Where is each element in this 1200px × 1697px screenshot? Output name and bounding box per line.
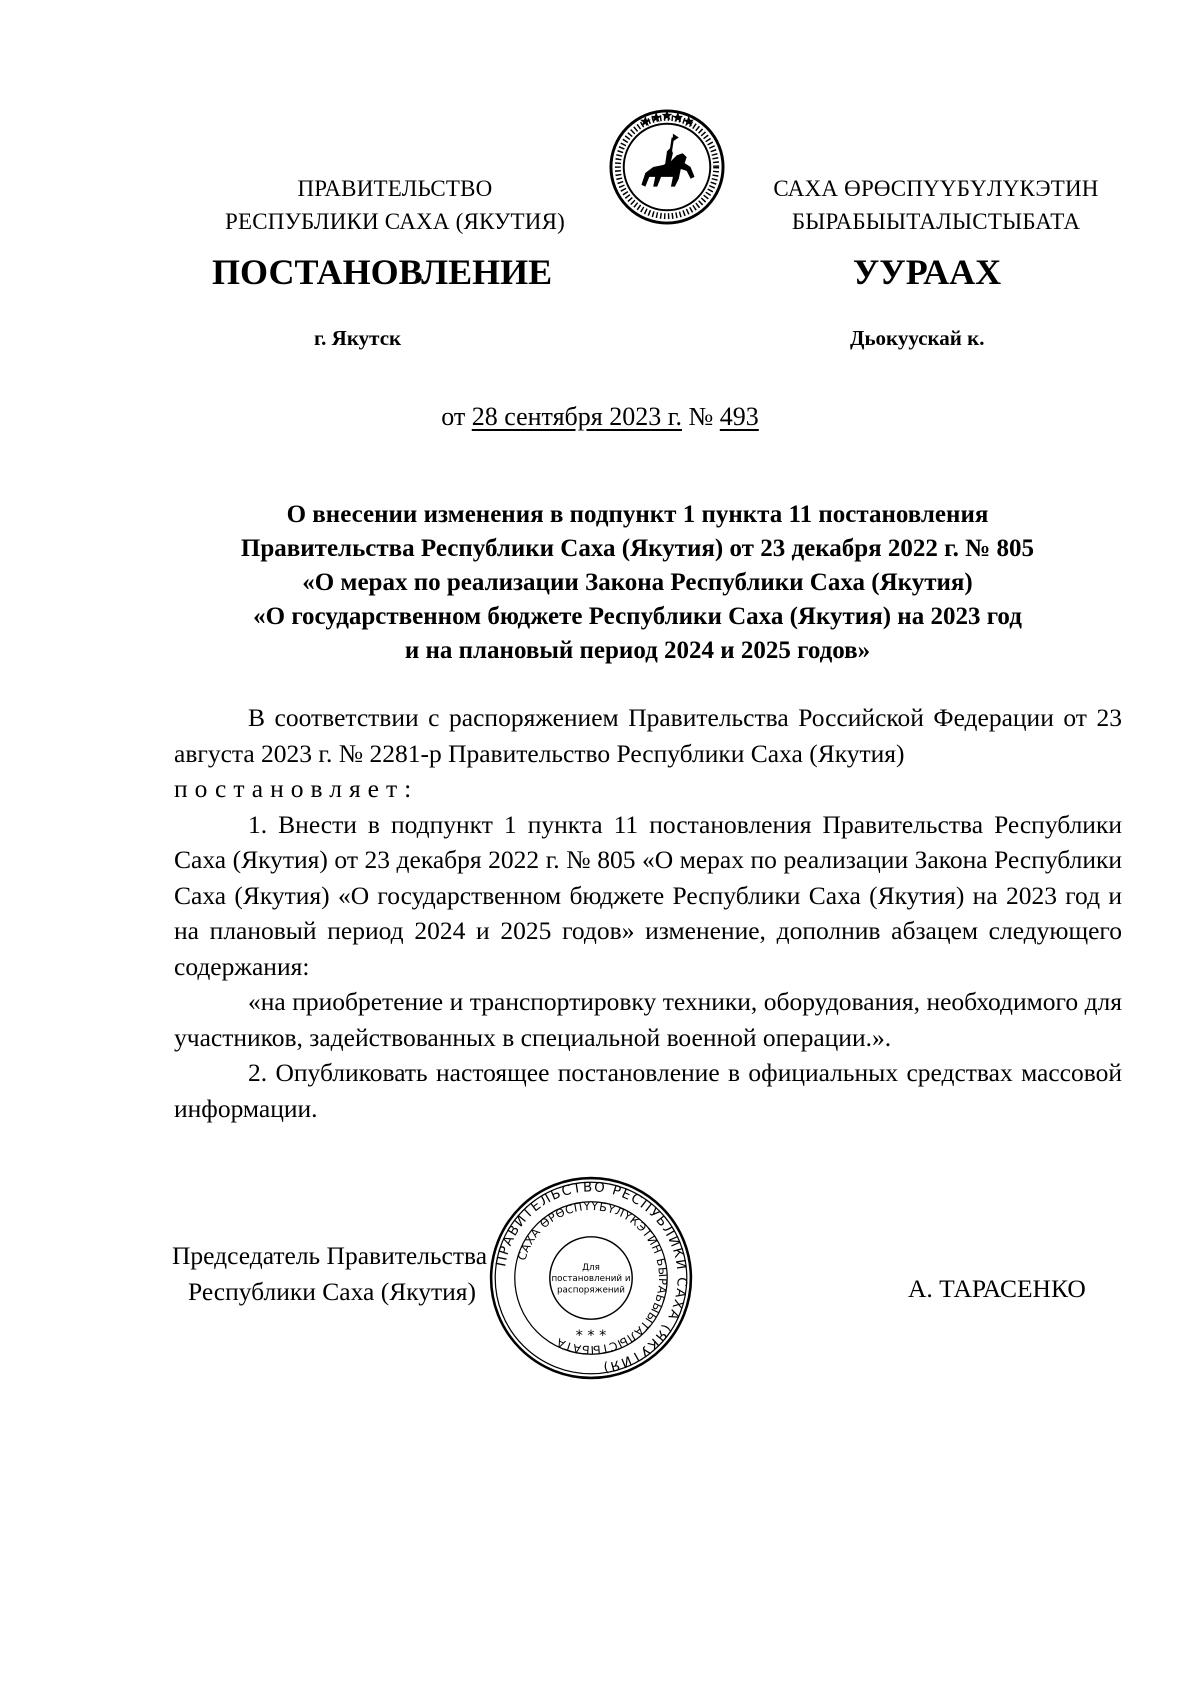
quote-paragraph: «на приобретение и транспортировку техники, оборудования, необходимого для участников, задействованных в специальной военной операции.». bbox=[174, 987, 1122, 1052]
document-type-title: ПОСТАНОВЛЕНИЕ bbox=[212, 252, 553, 292]
signer-position-line-2: Республики Саха (Якутия) bbox=[188, 1277, 477, 1306]
document-number: 493 bbox=[719, 402, 759, 431]
item-2-paragraph: 2. Опубликовать настоящее постановление в официальных средствах массовой информации. bbox=[174, 1058, 1122, 1123]
date-prefix: от bbox=[441, 402, 466, 431]
intro-text: В соответствии с распоряжением Правительства Российской Федерации от 23 августа 2023 г. № 2281-р Правительство Республики Саха (Якутия) bbox=[174, 703, 1122, 768]
resolves-paragraph bbox=[174, 771, 1122, 807]
document-body bbox=[174, 700, 1122, 1126]
heading-line: О внесении изменения в подпункт 1 пункта 11 постановления bbox=[286, 501, 989, 528]
seal-inner-text: САХА ӨРӨСПҮҮБҮЛҮКЭТИН БЫРАБЫЫТАЛЫСТЫБАТА bbox=[514, 1198, 671, 1358]
seal-stars: * * * bbox=[575, 1327, 607, 1344]
number-sign: № bbox=[688, 402, 714, 431]
document-date: 28 сентября 2023 г. bbox=[471, 402, 682, 431]
signer-name: А. ТАРАСЕНКО bbox=[908, 1274, 1086, 1303]
issuer-header-russian bbox=[175, 172, 615, 238]
document-type-title-yakut: УУРААХ bbox=[852, 252, 1002, 292]
issuer-line-1: ПРАВИТЕЛЬСТВО bbox=[297, 176, 493, 201]
seal-center-line-1: Для bbox=[582, 1262, 600, 1273]
city-label: г. Якутск bbox=[314, 326, 402, 350]
date-number-line bbox=[0, 402, 1200, 432]
issuer-line-2: РЕСПУБЛИКИ САХА (ЯКУТИЯ) bbox=[224, 209, 566, 234]
heading-line: «О мерах по реализации Закона Республики Саха (Якутия) bbox=[302, 569, 973, 596]
heading-line: Правительства Республики Саха (Якутия) от 23 декабря 2022 г. № 805 bbox=[240, 535, 1035, 562]
document-heading bbox=[170, 498, 1105, 668]
heading-line: и на плановый период 2024 и 2025 годов» bbox=[404, 637, 871, 664]
issuer-line-2-yakut: БЫРАБЫЫТАЛЫСТЫБАТА bbox=[791, 209, 1081, 234]
intro-paragraph bbox=[174, 700, 1122, 771]
issuer-line-1-yakut: САХА ӨРӨСПҮҮБҮЛҮКЭТИН bbox=[773, 176, 1099, 201]
seal-center-line-2: постановлений и bbox=[551, 1274, 631, 1285]
signer-position-line-1: Председатель Правительства bbox=[172, 1241, 488, 1270]
resolves-word: постановляет: bbox=[174, 774, 419, 803]
heading-line: «О государственном бюджете Республики Саха (Якутия) на 2023 год bbox=[253, 603, 1022, 630]
signer-position bbox=[172, 1238, 487, 1310]
coat-of-arms-emblem bbox=[608, 108, 726, 226]
seal-outer-text: ПРАВИТЕЛЬСТВО РЕСПУБЛИКИ САХА (ЯКУТИЯ) bbox=[494, 1180, 689, 1375]
seal-center-line-3: распоряжений bbox=[557, 1285, 625, 1296]
city-label-yakut: Дьокуускай к. bbox=[850, 326, 985, 350]
issuer-header-yakut bbox=[716, 172, 1156, 238]
item-1-paragraph: 1. Внести в подпункт 1 пункта 11 постановления Правительства Республики Саха (Якутия) от 23 декабря 2022 г. № 805 «О мерах по реализации Закона Республики Саха (Якутия) «О государственном бюджете Республики Саха (Якутия) на 2023 год и на плановый период 2024 и 2025 годов» изменение, дополнив абзацем следующего содержания: bbox=[174, 809, 1122, 981]
official-seal-stamp bbox=[488, 1175, 694, 1381]
